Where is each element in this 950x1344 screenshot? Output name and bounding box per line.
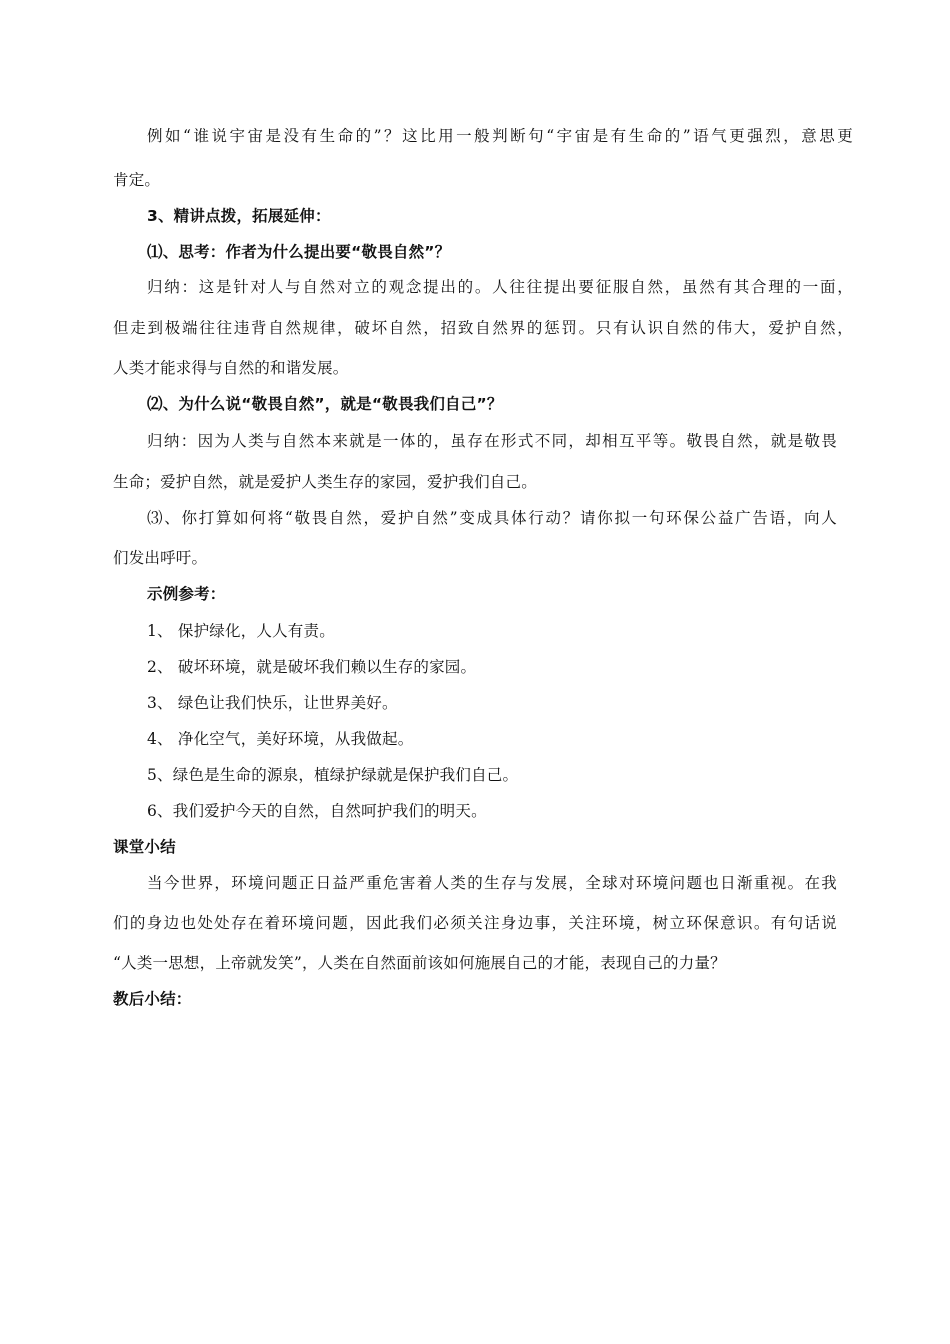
example-item: 4、 净化空气，美好环境，从我做起。	[147, 730, 414, 748]
example-item: 3、 绿色让我们快乐，让世界美好。	[147, 694, 398, 712]
answer-1-line-3: 人类才能求得与自然的和谐发展。	[113, 359, 349, 377]
post-teaching-heading: 教后小结：	[113, 990, 192, 1008]
answer-1-line-1: 归纳：这是针对人与自然对立的观念提出的。人往往提出要征服自然，虽然有其合理的一面，	[147, 278, 853, 296]
summary-line-2: 们的身边也处处存在着环境问题，因此我们必须关注身边事，关注环境，树立环保意识。有句话说	[113, 914, 837, 932]
answer-2-line-1: 归纳：因为人类与自然本来就是一体的，虽存在形式不同，却相互平等。敬畏自然，就是敬畏	[147, 432, 837, 450]
intro-paragraph-line-1: 例如“谁说宇宙是没有生命的”？这比用一般判断句“宇宙是有生命的”语气更强烈，意思更	[147, 127, 853, 145]
answer-1-line-2: 但走到极端往往违背自然规律，破坏自然，招致自然界的惩罚。只有认识自然的伟大，爱护自然，	[113, 319, 853, 337]
examples-heading: 示例参考：	[147, 585, 226, 603]
summary-line-1: 当今世界，环境问题正日益严重危害着人类的生存与发展，全球对环境问题也日渐重视。在我	[147, 874, 837, 892]
summary-heading: 课堂小结	[113, 838, 176, 856]
example-item: 6、我们爱护今天的自然，自然呵护我们的明天。	[147, 802, 487, 820]
example-item: 1、 保护绿化，人人有责。	[147, 622, 335, 640]
question-3-line-1: ⑶、你打算如何将“敬畏自然，爱护自然”变成具体行动？请你拟一句环保公益广告语，向人	[147, 509, 837, 527]
example-item: 5、绿色是生命的源泉，植绿护绿就是保护我们自己。	[147, 766, 519, 784]
intro-paragraph-line-2: 肯定。	[113, 171, 161, 189]
example-item: 2、 破坏环境，就是破坏我们赖以生存的家园。	[147, 658, 477, 676]
summary-line-3: “人类一思想，上帝就发笑”，人类在自然面前该如何施展自己的才能，表现自己的力量？	[113, 954, 726, 972]
question-2: ⑵、为什么说“敬畏自然”，就是“敬畏我们自己”？	[147, 395, 503, 413]
question-3-line-2: 们发出呼吁。	[113, 549, 208, 567]
question-1: ⑴、思考：作者为什么提出要“敬畏自然”？	[147, 243, 451, 261]
section-3-heading: 3、精讲点拨，拓展延伸：	[147, 207, 331, 225]
answer-2-line-2: 生命；爱护自然，就是爱护人类生存的家园，爱护我们自己。	[113, 473, 537, 491]
